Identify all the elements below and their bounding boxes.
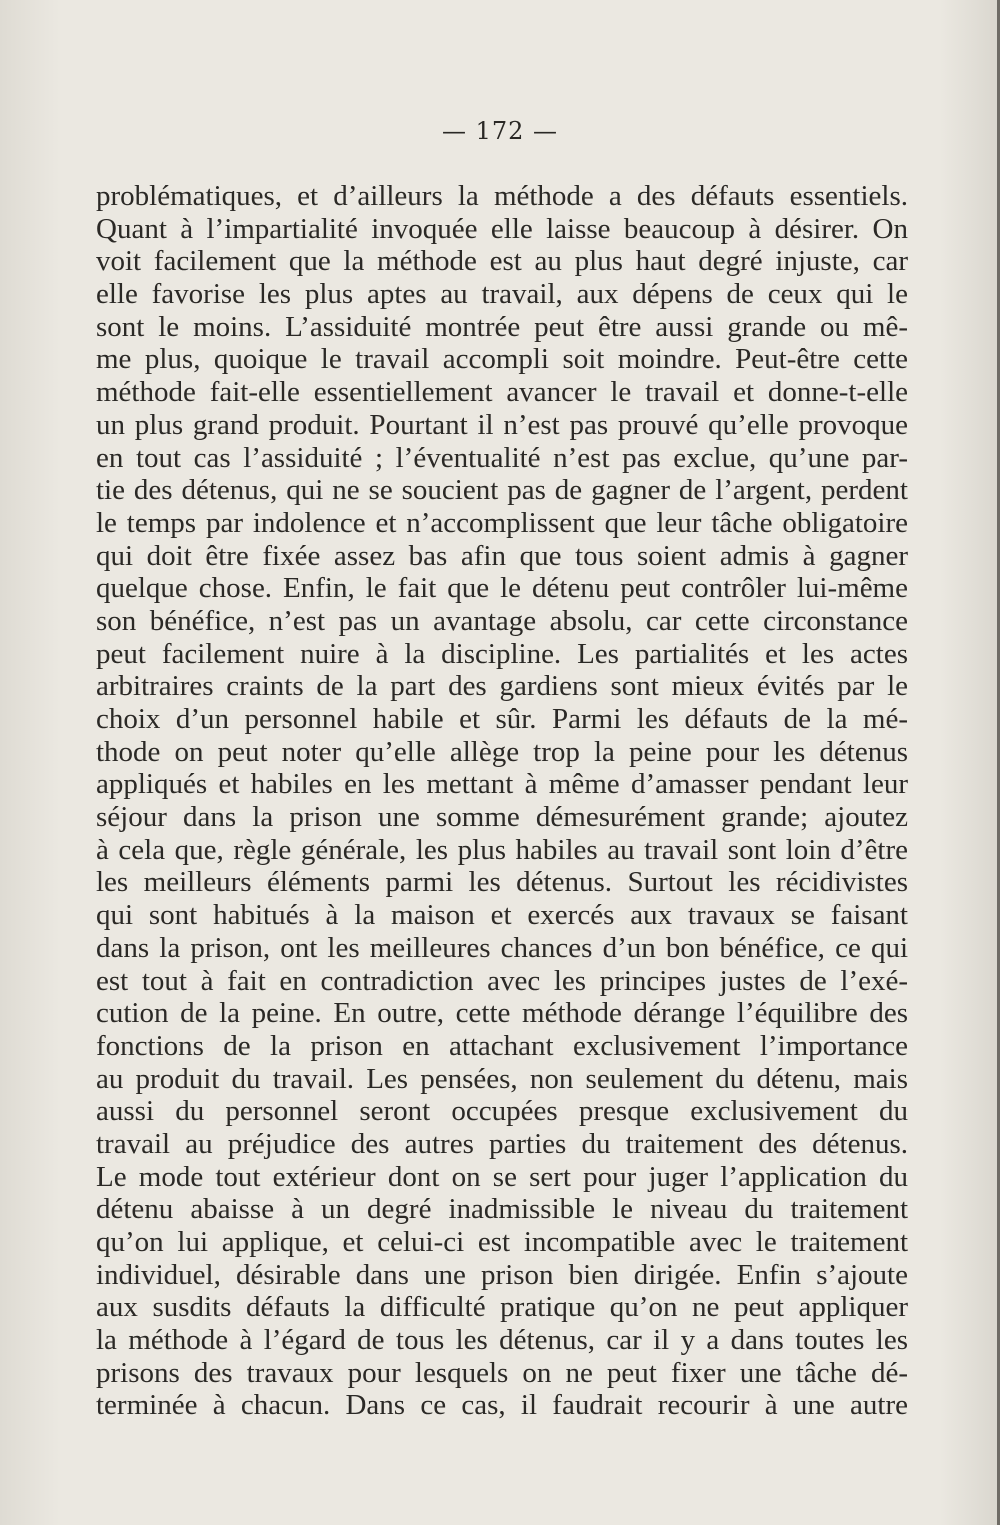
text-line: individuel, désirable dans une prison bien dirigée. Enfin s’ajoute <box>96 1258 908 1291</box>
text-line: thode on peut noter qu’elle allège trop la peine pour les détenus <box>96 735 908 768</box>
body-text <box>96 180 908 1422</box>
text-line: dans la prison, ont les meilleures chances d’un bon bénéfice, ce qui <box>96 931 908 964</box>
text-line: peut facilement nuire à la discipline. Les partialités et les actes <box>96 637 908 670</box>
text-line: séjour dans la prison une somme démesurément grande; ajoutez <box>96 801 908 834</box>
text-line: voit facilement que la méthode est au plus haut degré injuste, car <box>96 245 908 278</box>
text-line: un plus grand produit. Pourtant il n’est pas prouvé qu’elle provoque <box>96 408 908 441</box>
page-number: — 172 — <box>441 117 559 145</box>
text-line: Quant à l’impartialité invoquée elle laisse beaucoup à désirer. On <box>96 212 908 245</box>
text-line: au produit du travail. Les pensées, non seulement du détenu, mais <box>96 1062 908 1095</box>
text-line: travail au préjudice des autres parties du traitement des détenus. <box>96 1127 908 1160</box>
text-line: à cela que, règle générale, les plus habiles au travail sont loin d’être <box>96 833 908 866</box>
text-line: la méthode à l’égard de tous les détenus, car il y a dans toutes les <box>96 1324 908 1357</box>
text-line: quelque chose. Enfin, le fait que le détenu peut contrôler lui-même <box>96 572 908 605</box>
text-line: choix d’un personnel habile et sûr. Parmi les défauts de la mé- <box>96 703 908 735</box>
text-line: tie des détenus, qui ne se soucient pas de gagner de l’argent, perdent <box>96 474 908 507</box>
text-line: Le mode tout extérieur dont on se sert pour juger l’application du <box>96 1160 908 1193</box>
text-line: les meilleurs éléments parmi les détenus. Surtout les récidivistes <box>96 866 908 899</box>
text-line: le temps par indolence et n’accomplissent que leur tâche obligatoire <box>96 506 908 539</box>
text-line: problématiques, et d’ailleurs la méthode a des défauts essentiels. <box>96 180 908 212</box>
text-line: aux susdits défauts la difficulté pratique qu’on ne peut appliquer <box>96 1291 908 1324</box>
text-line: sont le moins. L’assiduité montrée peut être aussi grande ou mê- <box>96 310 908 343</box>
text-line: qu’on lui applique, et celui-ci est incompatible avec le traitement <box>96 1226 908 1258</box>
text-line: son bénéfice, n’est pas un avantage absolu, car cette circonstance <box>96 604 908 637</box>
text-line: détenu abaisse à un degré inadmissible le niveau du traitement <box>96 1193 908 1226</box>
text-line: terminée à chacun. Dans ce cas, il faudrait recourir à une autre <box>96 1389 908 1422</box>
text-line: cution de la peine. En outre, cette méthode dérange l’équilibre des <box>96 997 908 1030</box>
text-line: elle favorise les plus aptes au travail, aux dépens de ceux qui le <box>96 278 908 311</box>
text-line: en tout cas l’assiduité ; l’éventualité n’est pas exclue, qu’une par- <box>96 441 908 474</box>
text-line: méthode fait-elle essentiellement avancer le travail et donne-t-elle <box>96 376 908 409</box>
text-line: prisons des travaux pour lesquels on ne peut fixer une tâche dé- <box>96 1356 908 1389</box>
text-line: appliqués et habiles en les mettant à même d’amasser pendant leur <box>96 768 908 801</box>
text-line: fonctions de la prison en attachant exclusivement l’importance <box>96 1029 908 1062</box>
text-line: aussi du personnel seront occupées presque exclusivement du <box>96 1095 908 1128</box>
text-line: qui doit être fixée assez bas afin que tous soient admis à gagner <box>96 539 908 572</box>
text-line: qui sont habitués à la maison et exercés aux travaux se faisant <box>96 899 908 932</box>
text-line: est tout à fait en contradiction avec les principes justes de l’exé- <box>96 964 908 997</box>
text-line: me plus, quoique le travail accompli soit moindre. Peut-être cette <box>96 343 908 376</box>
text-line: arbitraires craints de la part des gardiens sont mieux évités par le <box>96 670 908 703</box>
